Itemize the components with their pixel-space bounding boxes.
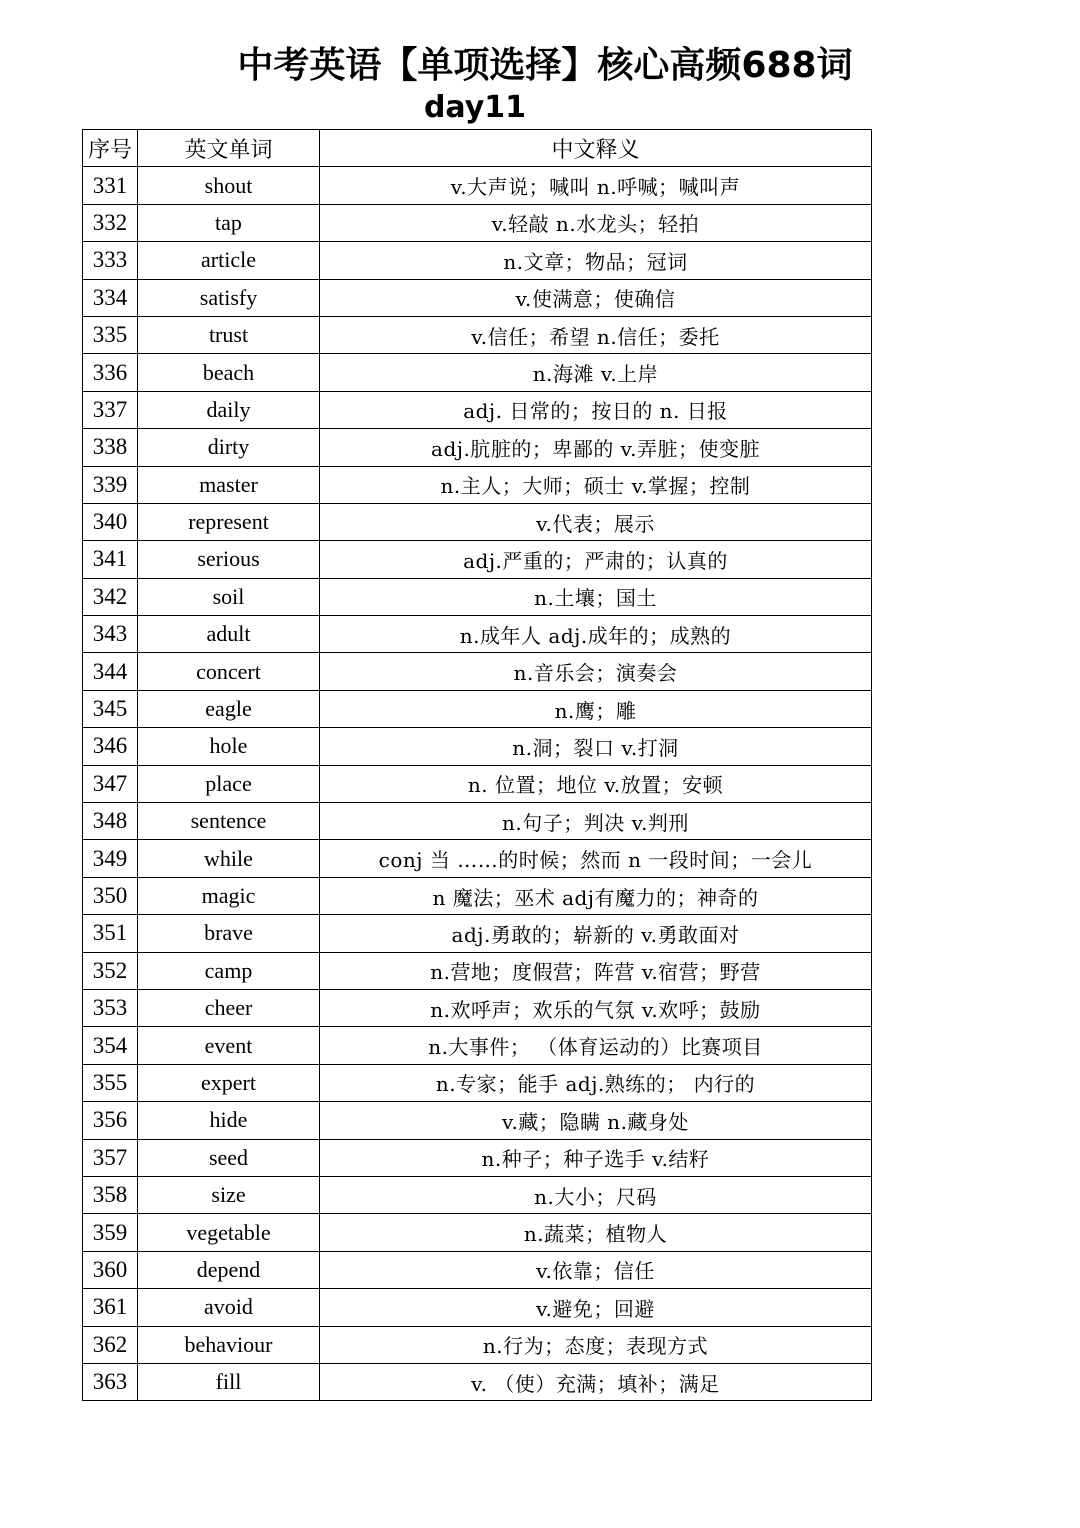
chinese-definition: n 魔法；巫术 adj有魔力的；神奇的 <box>320 877 872 914</box>
chinese-definition: n.欢呼声；欢乐的气氛 v.欢呼；鼓励 <box>320 989 872 1026</box>
chinese-definition: n.大事件； （体育运动的）比赛项目 <box>320 1027 872 1064</box>
word-number: 361 <box>83 1289 138 1326</box>
chinese-definition: n.文章；物品；冠词 <box>320 242 872 279</box>
table-header-row <box>83 130 872 167</box>
table-row <box>83 279 872 316</box>
word-number: 337 <box>83 391 138 428</box>
chinese-definition: v.避免；回避 <box>320 1289 872 1326</box>
chinese-definition: n.营地；度假营；阵营 v.宿营；野营 <box>320 952 872 989</box>
vocabulary-table-body <box>83 167 872 1401</box>
english-word: brave <box>138 915 320 952</box>
chinese-definition: v.使满意；使确信 <box>320 279 872 316</box>
english-word: serious <box>138 541 320 578</box>
english-word: satisfy <box>138 279 320 316</box>
chinese-definition: n.行为；态度；表现方式 <box>320 1326 872 1363</box>
chinese-definition: n.主人；大师；硕士 v.掌握；控制 <box>320 466 872 503</box>
table-row <box>83 728 872 765</box>
english-word: article <box>138 242 320 279</box>
chinese-definition: v.藏；隐瞒 n.藏身处 <box>320 1102 872 1139</box>
column-header-number: 序号 <box>83 130 138 167</box>
table-row <box>83 690 872 727</box>
english-word: avoid <box>138 1289 320 1326</box>
word-number: 347 <box>83 765 138 802</box>
chinese-definition: v.轻敲 n.水龙头；轻拍 <box>320 204 872 241</box>
table-row <box>83 429 872 466</box>
english-word: magic <box>138 877 320 914</box>
chinese-definition: adj.肮脏的；卑鄙的 v.弄脏；使变脏 <box>320 429 872 466</box>
english-word: behaviour <box>138 1326 320 1363</box>
table-row <box>83 1102 872 1139</box>
english-word: master <box>138 466 320 503</box>
word-number: 344 <box>83 653 138 690</box>
english-word: cheer <box>138 989 320 1026</box>
word-number: 341 <box>83 541 138 578</box>
page-title: 中考英语【单项选择】核心高频688词 <box>237 45 853 86</box>
word-number: 336 <box>83 354 138 391</box>
chinese-definition: adj.严重的；严肃的；认真的 <box>320 541 872 578</box>
word-number: 350 <box>83 877 138 914</box>
chinese-definition: n. 位置；地位 v.放置；安顿 <box>320 765 872 802</box>
english-word: concert <box>138 653 320 690</box>
english-word: trust <box>138 316 320 353</box>
english-word: event <box>138 1027 320 1064</box>
table-row <box>83 541 872 578</box>
day-label: day11 <box>423 90 527 125</box>
chinese-definition: v.大声说；喊叫 n.呼喊；喊叫声 <box>320 167 872 204</box>
table-row <box>83 616 872 653</box>
word-number: 348 <box>83 803 138 840</box>
chinese-definition: n.成年人 adj.成年的；成熟的 <box>320 616 872 653</box>
table-row <box>83 840 872 877</box>
chinese-definition: n.专家；能手 adj.熟练的； 内行的 <box>320 1064 872 1101</box>
column-header-word: 英文单词 <box>138 130 320 167</box>
english-word: while <box>138 840 320 877</box>
table-row <box>83 503 872 540</box>
word-number: 340 <box>83 503 138 540</box>
word-number: 351 <box>83 915 138 952</box>
chinese-definition: n.蔬菜；植物人 <box>320 1214 872 1251</box>
table-row <box>83 1289 872 1326</box>
english-word: fill <box>138 1363 320 1400</box>
word-number: 343 <box>83 616 138 653</box>
english-word: hole <box>138 728 320 765</box>
table-row <box>83 1326 872 1363</box>
word-number: 362 <box>83 1326 138 1363</box>
word-number: 358 <box>83 1176 138 1213</box>
table-row <box>83 316 872 353</box>
word-number: 338 <box>83 429 138 466</box>
chinese-definition: adj.勇敢的；崭新的 v.勇敢面对 <box>320 915 872 952</box>
english-word: soil <box>138 578 320 615</box>
chinese-definition: conj 当 ……的时候；然而 n 一段时间；一会儿 <box>320 840 872 877</box>
chinese-definition: n.鹰；雕 <box>320 690 872 727</box>
english-word: sentence <box>138 803 320 840</box>
table-row <box>83 1176 872 1213</box>
word-number: 331 <box>83 167 138 204</box>
table-row <box>83 1064 872 1101</box>
word-number: 332 <box>83 204 138 241</box>
table-row <box>83 952 872 989</box>
word-number: 346 <box>83 728 138 765</box>
table-row <box>83 391 872 428</box>
table-row <box>83 354 872 391</box>
english-word: seed <box>138 1139 320 1176</box>
english-word: represent <box>138 503 320 540</box>
english-word: beach <box>138 354 320 391</box>
table-row <box>83 989 872 1026</box>
english-word: camp <box>138 952 320 989</box>
table-row <box>83 466 872 503</box>
chinese-definition: v.依靠；信任 <box>320 1251 872 1288</box>
english-word: adult <box>138 616 320 653</box>
english-word: depend <box>138 1251 320 1288</box>
english-word: dirty <box>138 429 320 466</box>
english-word: eagle <box>138 690 320 727</box>
english-word: vegetable <box>138 1214 320 1251</box>
word-number: 339 <box>83 466 138 503</box>
english-word: tap <box>138 204 320 241</box>
chinese-definition: adj. 日常的；按日的 n. 日报 <box>320 391 872 428</box>
table-row <box>83 653 872 690</box>
table-row <box>83 1363 872 1400</box>
chinese-definition: n.土壤；国土 <box>320 578 872 615</box>
english-word: hide <box>138 1102 320 1139</box>
word-number: 335 <box>83 316 138 353</box>
english-word: daily <box>138 391 320 428</box>
table-row <box>83 765 872 802</box>
chinese-definition: n.种子；种子选手 v.结籽 <box>320 1139 872 1176</box>
table-row <box>83 1251 872 1288</box>
word-number: 356 <box>83 1102 138 1139</box>
chinese-definition: n.句子；判决 v.判刑 <box>320 803 872 840</box>
table-row <box>83 915 872 952</box>
table-row <box>83 877 872 914</box>
table-row <box>83 1139 872 1176</box>
chinese-definition: v.代表；展示 <box>320 503 872 540</box>
chinese-definition: n.洞；裂口 v.打洞 <box>320 728 872 765</box>
word-number: 333 <box>83 242 138 279</box>
word-number: 360 <box>83 1251 138 1288</box>
word-number: 345 <box>83 690 138 727</box>
table-row <box>83 167 872 204</box>
table-row <box>83 578 872 615</box>
chinese-definition: n.音乐会；演奏会 <box>320 653 872 690</box>
word-number: 357 <box>83 1139 138 1176</box>
column-header-definition: 中文释义 <box>320 130 872 167</box>
table-row <box>83 204 872 241</box>
chinese-definition: n.海滩 v.上岸 <box>320 354 872 391</box>
word-number: 342 <box>83 578 138 615</box>
chinese-definition: n.大小；尺码 <box>320 1176 872 1213</box>
english-word: size <box>138 1176 320 1213</box>
table-row <box>83 1027 872 1064</box>
word-number: 354 <box>83 1027 138 1064</box>
word-number: 355 <box>83 1064 138 1101</box>
word-number: 349 <box>83 840 138 877</box>
word-number: 334 <box>83 279 138 316</box>
table-row <box>83 242 872 279</box>
word-number: 359 <box>83 1214 138 1251</box>
vocabulary-table <box>82 129 872 1401</box>
english-word: expert <box>138 1064 320 1101</box>
english-word: shout <box>138 167 320 204</box>
table-row <box>83 803 872 840</box>
chinese-definition: v.信任；希望 n.信任；委托 <box>320 316 872 353</box>
word-number: 353 <box>83 989 138 1026</box>
word-number: 352 <box>83 952 138 989</box>
english-word: place <box>138 765 320 802</box>
word-number: 363 <box>83 1363 138 1400</box>
table-row <box>83 1214 872 1251</box>
chinese-definition: v. （使）充满；填补；满足 <box>320 1363 872 1400</box>
